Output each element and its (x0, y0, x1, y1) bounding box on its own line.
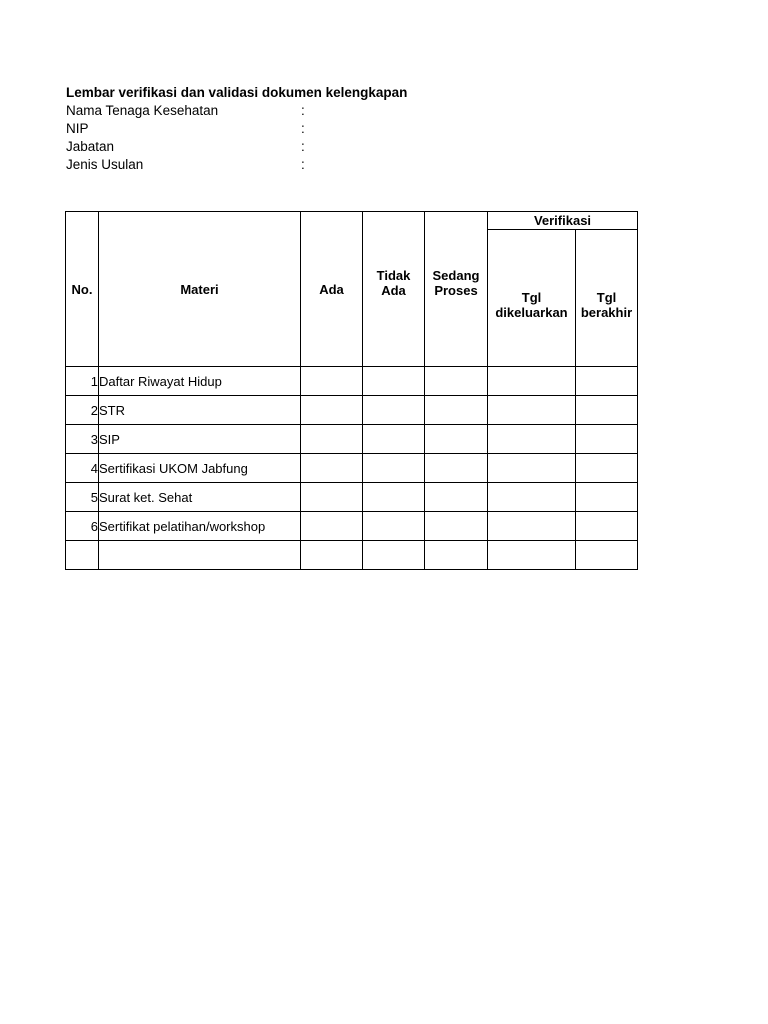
cell-tidak-ada[interactable] (363, 483, 425, 512)
table-row (66, 396, 638, 425)
cell-tgl-berakhir[interactable] (576, 367, 638, 396)
field-label: Nama Tenaga Kesehatan (66, 103, 219, 118)
cell-tgl-berakhir[interactable] (576, 396, 638, 425)
cell-ada[interactable] (301, 541, 363, 570)
field-colon: : (301, 121, 305, 136)
cell-ada[interactable] (301, 483, 363, 512)
cell-tgl-dikeluarkan[interactable] (488, 425, 576, 454)
cell-sedang-proses[interactable] (425, 396, 488, 425)
cell-sedang-proses[interactable] (425, 367, 488, 396)
header-verifikasi: Verifikasi (488, 212, 638, 230)
table-row (66, 512, 638, 541)
table-row (66, 541, 638, 570)
field-colon: : (301, 139, 305, 154)
header-sedang-proses (425, 212, 488, 367)
cell-materi (99, 541, 301, 570)
header-tgl-dikeluarkan-line1: Tgl (521, 290, 542, 305)
cell-ada[interactable] (301, 512, 363, 541)
cell-ada[interactable] (301, 396, 363, 425)
cell-tgl-berakhir[interactable] (576, 425, 638, 454)
cell-sedang-proses[interactable] (425, 454, 488, 483)
field-colon: : (301, 103, 305, 118)
table-row (66, 425, 638, 454)
header-materi: Materi (99, 212, 301, 367)
header-tgl-berakhir (576, 230, 638, 367)
cell-sedang-proses[interactable] (425, 483, 488, 512)
header-no: No. (66, 212, 99, 367)
field-label: Jabatan (66, 139, 115, 154)
cell-materi: Surat ket. Sehat (99, 483, 301, 512)
cell-tidak-ada[interactable] (363, 541, 425, 570)
cell-no: 4 (66, 454, 99, 483)
field-label: NIP (66, 121, 89, 136)
cell-tgl-dikeluarkan[interactable] (488, 541, 576, 570)
cell-materi: SIP (99, 425, 301, 454)
header-tgl-berakhir-line2: berakhir (580, 305, 633, 320)
field-label: Jenis Usulan (66, 157, 144, 172)
cell-no: 2 (66, 396, 99, 425)
cell-sedang-proses[interactable] (425, 425, 488, 454)
header-sedang-proses-line2: Proses (434, 283, 478, 298)
header-tgl-berakhir-line1: Tgl (596, 290, 617, 305)
table-row (66, 454, 638, 483)
cell-tidak-ada[interactable] (363, 367, 425, 396)
header-sedang-proses-line1: Sedang (432, 268, 480, 283)
cell-tidak-ada[interactable] (363, 396, 425, 425)
cell-tgl-dikeluarkan[interactable] (488, 396, 576, 425)
table-row (66, 367, 638, 396)
verification-table (65, 211, 638, 570)
cell-materi: Daftar Riwayat Hidup (99, 367, 301, 396)
header-row-top (66, 212, 638, 230)
field-colon: : (301, 157, 305, 172)
cell-materi: Sertifikat pelatihan/workshop (99, 512, 301, 541)
cell-ada[interactable] (301, 367, 363, 396)
cell-tgl-berakhir[interactable] (576, 541, 638, 570)
cell-no: 3 (66, 425, 99, 454)
header-ada: Ada (301, 212, 363, 367)
cell-tgl-dikeluarkan[interactable] (488, 367, 576, 396)
cell-no: 6 (66, 512, 99, 541)
cell-tgl-berakhir[interactable] (576, 483, 638, 512)
cell-tgl-dikeluarkan[interactable] (488, 512, 576, 541)
header-tgl-dikeluarkan (488, 230, 576, 367)
document-title: Lembar verifikasi dan validasi dokumen kelengkapan (66, 85, 408, 100)
table-row (66, 483, 638, 512)
cell-tgl-berakhir[interactable] (576, 454, 638, 483)
cell-ada[interactable] (301, 454, 363, 483)
cell-ada[interactable] (301, 425, 363, 454)
cell-tidak-ada[interactable] (363, 454, 425, 483)
cell-no: 5 (66, 483, 99, 512)
cell-no: 1 (66, 367, 99, 396)
header-tidak-ada (363, 212, 425, 367)
cell-materi: Sertifikasi UKOM Jabfung (99, 454, 301, 483)
cell-sedang-proses[interactable] (425, 541, 488, 570)
cell-materi: STR (99, 396, 301, 425)
header-tgl-dikeluarkan-line2: dikeluarkan (495, 305, 568, 320)
cell-tgl-dikeluarkan[interactable] (488, 483, 576, 512)
cell-tidak-ada[interactable] (363, 425, 425, 454)
cell-tidak-ada[interactable] (363, 512, 425, 541)
cell-no (66, 541, 99, 570)
cell-sedang-proses[interactable] (425, 512, 488, 541)
cell-tgl-berakhir[interactable] (576, 512, 638, 541)
cell-tgl-dikeluarkan[interactable] (488, 454, 576, 483)
header-tidak-ada-line1: Tidak (376, 268, 411, 283)
header-tidak-ada-line2: Ada (381, 283, 406, 298)
